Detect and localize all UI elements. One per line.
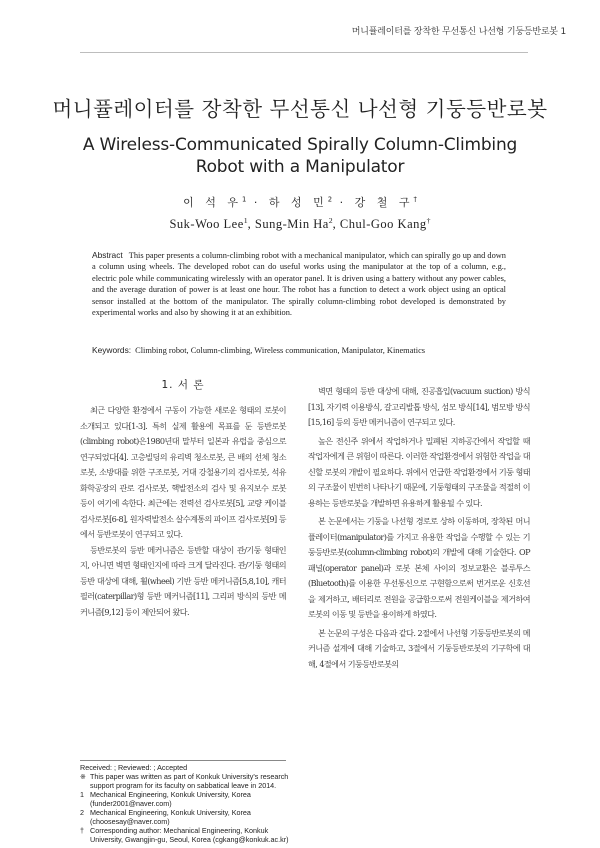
footnote-text: Corresponding author: Mechanical Engineering, Konkuk University, Gwangjin-gu, Seoul, Korea (cgkang@konkuk.ac.kr) [90,826,289,844]
author-3-en: Chul-Goo Kang [339,217,427,232]
author-1-mark: 1 [243,216,248,225]
paragraph: 등반로봇의 등반 메커니즘은 등반할 대상이 관/기둥 형태인지, 아니면 벽면 형태인지에 따라 크게 달라진다. 관/기둥 형태의 등반 대상에 대해, 휠(wheel) 기반 등반 메커니즘[5,8,10], 캐터필러(caterpillar)형 등반 메커니즘[11], 그리퍼 방식의 등반 메커니즘[9,12] 등이 제안되어 왔다. [80,544,286,617]
footnote-divider [80,760,286,761]
abstract-label: Abstract [92,250,123,260]
footnote [80,808,290,826]
footnote-mark: 1 [80,790,84,799]
running-head: 머니퓰레이터를 장착한 무선통신 나선형 기둥등반로봇 1 [351,27,566,37]
title-english-line-2: Robot with a Manipulator [195,157,405,177]
author-2-en: Sung-Min Ha [254,217,329,232]
author-1-en: Suk-Woo Lee [169,217,244,232]
title-korean: 머니퓰레이터를 장착한 무선통신 나선형 기둥등반로봇 [52,97,548,121]
author-separator: · [332,196,355,209]
abstract-text: This paper presents a column-climbing robot with a mechanical manipulator, which can spirally go up and down a column using wheels. The developed robot can do useful works using the manipulator at the top of a column, e.g., electric pole while communicating wirelessly with an operator panel. It is driven using a battery without any power cables, and the average duration of power is at least one hour. The robot has a function to detect a work object using an optical sensor installed at the bottom of the manipulator. The spirally column-climbing robot developed is demonstrated by experimental works and also by showing it at an exhibition. [92,251,506,318]
keywords [92,345,506,356]
footnotes [80,763,290,844]
author-3-mark: † [426,216,431,225]
title-english-line-1: A Wireless-Communicated Spirally Column-Climbing [82,135,518,155]
author-2-mark: 2 [328,216,333,225]
author-1-ko: 이 석 우 [183,196,243,209]
title-english [0,134,600,178]
paragraph: 본 논문에서는 기둥을 나선형 경로로 상하 이동하며, 장착된 머니퓰레이터(manipulator)를 가지고 유용한 작업을 수행할 수 있는 기둥등반로봇(column-climbing robot)의 개발에 대해 기술한다. OP 패널(operator panel)과 로봇 본체 사이의 정보교환은 블루투스(Bluetooth)를 이용한 무선통신으로 구현함으로써 번거로운 신호선을 제거하고, 배터리로 전원을 공급함으로써 전원케이블을 제거하여 로봇의 이동 및 등반을 용이하게 하였다. [308,516,530,619]
keywords-text: Climbing robot, Column-climbing, Wireless communication, Manipulator, Kinematics [135,346,426,355]
author-2-ko: 하 성 민 [268,196,328,209]
received-line: Received: ; Reviewed: ; Accepted [80,763,188,772]
author-3-mark: † [413,195,417,204]
footnote-text: This paper was written as part of Konkuk University's research support program for its faculty on sabbatical leave in 2014. [90,772,289,790]
author-separator: , [332,217,340,232]
paragraph: 벽면 형태의 등반 대상에 대해, 진공흡입(vacuum suction) 방식[13], 자기력 이용방식, 갈고리발톱 방식, 섬모 방식[14], 범모방 방식[15,16] 등의 등반 메커니즘이 연구되고 있다. [308,386,530,427]
author-separator: · [246,196,269,209]
body-column-left [80,378,286,620]
footnote-text: Mechanical Engineering, Konkuk University, Korea (funder2001@naver.com) [90,790,251,808]
header-divider [80,52,528,53]
footnote-mark: 2 [80,808,84,817]
author-3-ko: 강 철 구 [354,196,414,209]
author-2-mark: 2 [327,195,333,204]
footnote-mark: ※ [80,772,87,781]
paragraph: 최근 다양한 환경에서 구동이 가능한 새로운 형태의 로봇이 소개되고 있다[1-3]. 특히 실제 활용에 목표를 둔 등반로봇(climbing robot)은1980년대 말부터 일본과 유럽을 중심으로 연구되었다[4]. 고층빌딩의 유리벽 청소로봇, 큰 배의 선체 청소로봇, 소방대를 위한 구조로봇, 거대 강철용기의 검사로봇, 석유화학공장의 관로 검사로봇, 핵발전소의 검사 및 유지보수 로봇 등이 여기에 속한다. 최근에는 전력선 검사로봇[5], 교량 케이블 검사로봇[6-8], 원자력발전소 살수계통의 파이프 검사로봇[9] 등에서 등반로봇이 연구되고 있다. [80,405,286,539]
paragraph: 본 논문의 구성은 다음과 같다. 2절에서 나선형 기둥등반로봇의 메커니즘 설계에 대해 기술하고, 3절에서 기둥등반로봇의 기구학에 대해, 4절에서 기둥등반로봇의 [308,627,530,669]
footnote [80,790,290,808]
body-column-right [308,384,530,675]
authors-english [0,216,600,232]
footnote [80,826,290,844]
footnote-mark: † [80,826,84,835]
footnote [80,772,290,790]
author-1-mark: 1 [242,195,247,204]
section-title: 1. 서 론 [161,379,205,391]
authors-korean [0,194,600,210]
paragraph: 높은 전신주 위에서 작업하거나 밀폐된 지하공간에서 작업할 때 작업자에게 큰 위험이 따른다. 이러한 작업환경에서 위험한 작업을 대신할 로봇의 개발이 필요하다. 위에서 언급한 작업환경에서 기둥 형태의 구조물이 빈번히 나타나기 때문에, 기둥형태의 구조물을 적절히 이용하는 등반로봇을 개발하면 유용하게 활용될 수 있다. [308,435,530,508]
keywords-label: Keywords: [92,345,132,355]
abstract [92,250,506,318]
author-separator: , [247,217,255,232]
footnote-text: Mechanical Engineering, Konkuk University, Korea (choosesay@naver.com) [90,808,251,826]
